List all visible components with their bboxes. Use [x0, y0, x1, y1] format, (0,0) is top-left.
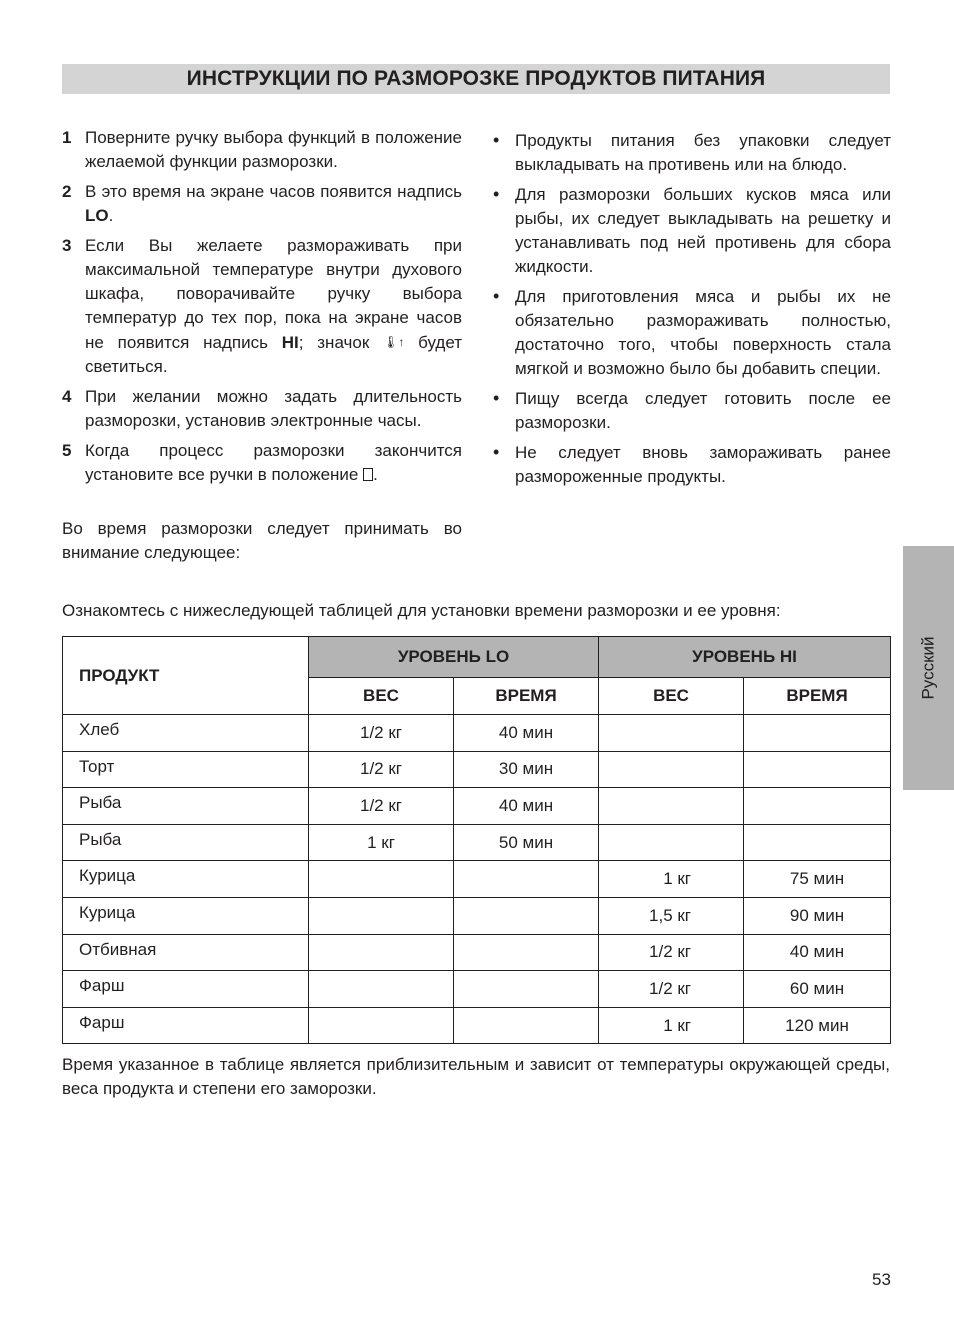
- step-4: [62, 385, 462, 433]
- off-position-icon: [363, 468, 373, 481]
- bullet-icon: •: [493, 442, 500, 462]
- step-number: 5: [62, 441, 72, 460]
- cell-product: Курица: [63, 861, 309, 898]
- table-intro: Ознакомтесь с нижеследующей таблицей для установки времени разморозки и ее уровня:: [62, 601, 781, 620]
- cell-lo-time: 50 мин: [454, 824, 599, 861]
- cell-hi-weight: 1,5 кг: [599, 897, 744, 934]
- cell-product: Хлеб: [63, 715, 309, 752]
- note-paragraph: Во время разморозки следует принимать во внимание следующее:: [62, 519, 462, 562]
- bullet-icon: •: [493, 286, 500, 306]
- step-text: В это время на экране часов появится надпись LO.: [85, 182, 462, 225]
- cell-hi-weight: [599, 751, 744, 788]
- cell-lo-time: [454, 971, 599, 1008]
- table-row: [63, 824, 891, 861]
- cell-hi-weight: 1/2 кг: [599, 934, 744, 971]
- cell-lo-time: [454, 861, 599, 898]
- cell-lo-weight: [309, 897, 454, 934]
- cell-hi-weight: 1/2 кг: [599, 971, 744, 1008]
- steps-column: [62, 126, 462, 565]
- table-row: [63, 934, 891, 971]
- bullet-icon: •: [493, 184, 500, 204]
- step-text: При желании можно задать длительность разморозки, установив электронные часы.: [85, 387, 462, 430]
- cell-lo-time: 40 мин: [454, 715, 599, 752]
- page-number: 53: [872, 1270, 891, 1289]
- cell-lo-time: [454, 897, 599, 934]
- tip-text: Пищу всегда следует готовить после ее разморозки.: [515, 389, 891, 432]
- cell-product: Рыба: [63, 788, 309, 825]
- tip-item: [492, 285, 891, 381]
- cell-lo-weight: [309, 934, 454, 971]
- step-text: Поверните ручку выбора функций в положение желаемой функции разморозки.: [85, 128, 462, 171]
- bullet-icon: •: [493, 130, 500, 150]
- cell-lo-time: [454, 934, 599, 971]
- cell-lo-weight: [309, 971, 454, 1008]
- cell-hi-weight: 1 кг: [599, 861, 744, 898]
- header-lo-weight: ВЕС: [309, 678, 454, 715]
- cell-lo-weight: 1/2 кг: [309, 715, 454, 752]
- cell-hi-weight: 1 кг: [599, 1007, 744, 1044]
- table-row: [63, 751, 891, 788]
- cell-hi-time: [744, 751, 891, 788]
- cell-product: Фарш: [63, 1007, 309, 1044]
- header-hi-weight: ВЕС: [599, 678, 744, 715]
- page-title-text: ИНСТРУКЦИИ ПО РАЗМОРОЗКЕ ПРОДУКТОВ ПИТАНИЯ: [186, 67, 766, 90]
- lo-label: LO: [85, 206, 109, 225]
- cell-hi-time: 40 мин: [744, 934, 891, 971]
- language-label: Русский: [918, 636, 938, 700]
- step-3: [62, 234, 462, 379]
- cell-lo-time: 30 мин: [454, 751, 599, 788]
- cell-hi-weight: [599, 788, 744, 825]
- cell-lo-weight: [309, 1007, 454, 1044]
- table-row: [63, 897, 891, 934]
- tip-item: [492, 387, 891, 435]
- header-hi-time: ВРЕМЯ: [744, 678, 891, 715]
- cell-hi-time: 90 мин: [744, 897, 891, 934]
- tip-text: Для разморозки больших кусков мяса или рыбы, их следует выкладывать на решетку и устанавливать под ней противень для сбора жидкости.: [515, 185, 891, 276]
- cell-lo-time: [454, 1007, 599, 1044]
- table-row: [63, 788, 891, 825]
- tip-text: Не следует вновь замораживать ранее размороженные продукты.: [515, 443, 891, 486]
- cell-product: Отбивная: [63, 934, 309, 971]
- cell-hi-time: 120 мин: [744, 1007, 891, 1044]
- header-level-hi: УРОВЕНЬ HI: [599, 637, 891, 678]
- step-number: 3: [62, 236, 72, 255]
- cell-hi-time: [744, 788, 891, 825]
- header-lo-time: ВРЕМЯ: [454, 678, 599, 715]
- page-title: [62, 64, 890, 94]
- step-number: 1: [62, 128, 72, 147]
- bullet-icon: •: [493, 388, 500, 408]
- cell-hi-weight: [599, 715, 744, 752]
- cell-hi-weight: [599, 824, 744, 861]
- step-1: [62, 126, 462, 174]
- step-text: Когда процесс разморозки закончится установите все ручки в положение .: [85, 441, 462, 484]
- cell-lo-weight: 1 кг: [309, 824, 454, 861]
- header-level-lo: УРОВЕНЬ LO: [309, 637, 599, 678]
- tips-column: [492, 129, 891, 495]
- step-text: Если Вы желаете размораживать при максимальной температуре внутри духового шкафа, поворачивайте ручку выбора температур до тех пор, пока на экране часов не появится надпись HI; значок 🌡↑ будет светиться.: [85, 236, 463, 376]
- tip-item: [492, 129, 891, 177]
- thermometer-up-icon: 🌡↑: [383, 335, 405, 349]
- tip-text: Для приготовления мяса и рыбы их не обязательно размораживать полностью, достаточно того, чтобы поверхность стала мягкой и возможно было бы добавить специи.: [515, 287, 891, 378]
- tip-text: Продукты питания без упаковки следует выкладывать на противень или на блюдо.: [515, 131, 891, 174]
- cell-hi-time: [744, 824, 891, 861]
- hi-label: HI: [281, 333, 299, 352]
- step-number: 2: [62, 182, 72, 201]
- table-footnote: Время указанное в таблице является приблизительным и зависит от температуры окружающей среды, веса продукта и степени его заморозки.: [62, 1055, 890, 1098]
- step-5: [62, 439, 462, 487]
- cell-lo-weight: [309, 861, 454, 898]
- cell-lo-weight: 1/2 кг: [309, 751, 454, 788]
- tip-item: [492, 183, 891, 279]
- cell-lo-time: 40 мин: [454, 788, 599, 825]
- cell-hi-time: 75 мин: [744, 861, 891, 898]
- step-number: 4: [62, 387, 72, 406]
- cell-product: Курица: [63, 897, 309, 934]
- table-row: [63, 1007, 891, 1044]
- step-2: [62, 180, 462, 228]
- defrost-table: [62, 636, 891, 1044]
- cell-hi-time: [744, 715, 891, 752]
- cell-product: Торт: [63, 751, 309, 788]
- header-product: ПРОДУКТ: [63, 637, 309, 715]
- cell-lo-weight: 1/2 кг: [309, 788, 454, 825]
- language-tab: [903, 546, 954, 790]
- table-row: [63, 971, 891, 1008]
- cell-product: Фарш: [63, 971, 309, 1008]
- cell-product: Рыба: [63, 824, 309, 861]
- cell-hi-time: 60 мин: [744, 971, 891, 1008]
- table-row: [63, 861, 891, 898]
- tip-item: [492, 441, 891, 489]
- table-row: [63, 715, 891, 752]
